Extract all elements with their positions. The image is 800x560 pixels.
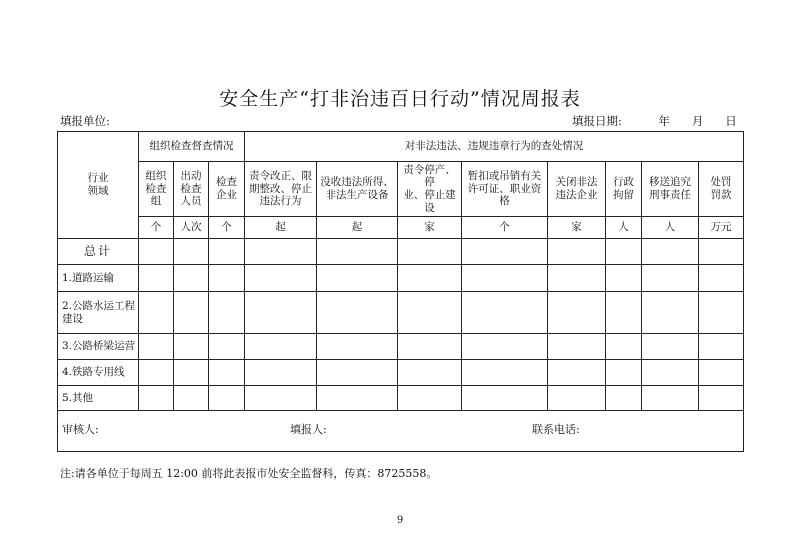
header-group-org: 组织检查督查情况	[139, 132, 245, 162]
data-cell[interactable]	[606, 334, 642, 360]
data-cell[interactable]	[398, 265, 462, 292]
header-col-9: 移送追究 刑事责任	[642, 162, 699, 217]
data-cell[interactable]	[317, 334, 398, 360]
table-row	[58, 239, 744, 265]
data-cell[interactable]	[245, 292, 317, 334]
row-label: 4.铁路专用线	[58, 360, 139, 386]
data-cell[interactable]	[139, 292, 174, 334]
table-row	[58, 292, 744, 334]
footnote: 注:请各单位于每周五 12:00 前将此表报市处安全监督科，传真：8725558。	[60, 467, 438, 480]
table-row	[58, 386, 744, 411]
table-row	[58, 334, 744, 360]
data-cell[interactable]	[462, 360, 548, 386]
row-label: 1.道路运输	[58, 265, 139, 292]
fill-unit-label: 填报单位:	[60, 114, 110, 128]
data-cell[interactable]	[317, 265, 398, 292]
header-row-groups	[58, 132, 744, 162]
data-cell[interactable]	[398, 334, 462, 360]
data-cell[interactable]	[209, 239, 245, 265]
data-cell[interactable]	[209, 386, 245, 411]
data-cell[interactable]	[317, 239, 398, 265]
data-cell[interactable]	[548, 334, 606, 360]
fill-date-label: 填报日期: 年 月 日	[572, 114, 737, 128]
data-cell[interactable]	[462, 239, 548, 265]
table-row	[58, 360, 744, 386]
data-cell[interactable]	[174, 386, 209, 411]
data-cell[interactable]	[398, 360, 462, 386]
data-cell[interactable]	[174, 334, 209, 360]
data-cell[interactable]	[642, 292, 699, 334]
unit-cell-3: 起	[245, 217, 317, 239]
footer-row	[58, 411, 744, 452]
data-cell[interactable]	[462, 334, 548, 360]
data-cell[interactable]	[642, 386, 699, 411]
unit-cell-0: 个	[139, 217, 174, 239]
data-cell[interactable]	[139, 334, 174, 360]
data-cell[interactable]	[548, 386, 606, 411]
phone-label: 联系电话:	[532, 423, 580, 436]
header-col-8: 行政 拘留	[606, 162, 642, 217]
row-label: 2.公路水运工程 建设	[58, 292, 139, 334]
unit-cell-10: 万元	[699, 217, 744, 239]
header-col-10: 处罚 罚款	[699, 162, 744, 217]
data-cell[interactable]	[642, 239, 699, 265]
data-cell[interactable]	[209, 292, 245, 334]
unit-cell-4: 起	[317, 217, 398, 239]
unit-cell-6: 个	[462, 217, 548, 239]
header-col-2: 检查 企业	[209, 162, 245, 217]
report-title: 安全生产“打非治违百日行动”情况周报表	[219, 88, 581, 110]
header-industry: 行业 领域	[58, 132, 139, 239]
page-number: 9	[396, 515, 404, 526]
data-cell[interactable]	[209, 334, 245, 360]
data-cell[interactable]	[245, 239, 317, 265]
data-cell[interactable]	[398, 292, 462, 334]
unit-cell-5: 家	[398, 217, 462, 239]
data-cell[interactable]	[606, 360, 642, 386]
header-row-cols	[58, 162, 744, 217]
data-cell[interactable]	[139, 360, 174, 386]
data-cell[interactable]	[174, 265, 209, 292]
unit-cell-9: 人	[642, 217, 699, 239]
data-cell[interactable]	[245, 360, 317, 386]
row-label: 5.其他	[58, 386, 139, 411]
data-cell[interactable]	[642, 334, 699, 360]
header-col-5: 责令停产、停 业、停止建设	[398, 162, 462, 217]
header-col-0: 组织 检查 组	[139, 162, 174, 217]
header-row-units	[58, 217, 744, 239]
data-cell[interactable]	[245, 386, 317, 411]
data-cell[interactable]	[548, 239, 606, 265]
row-label: 3.公路桥梁运营	[58, 334, 139, 360]
data-cell[interactable]	[317, 360, 398, 386]
header-col-4: 没收违法所得、 非法生产设备	[317, 162, 398, 217]
weekly-report-table	[57, 131, 744, 452]
footer-cell	[58, 411, 744, 452]
reviewer-label: 审核人:	[62, 423, 99, 436]
data-cell[interactable]	[245, 334, 317, 360]
data-cell[interactable]	[209, 265, 245, 292]
unit-cell-8: 人	[606, 217, 642, 239]
table-row	[58, 265, 744, 292]
data-cell[interactable]	[317, 292, 398, 334]
row-label: 总计	[58, 239, 139, 265]
data-cell[interactable]	[699, 386, 744, 411]
data-cell[interactable]	[699, 265, 744, 292]
data-cell[interactable]	[209, 360, 245, 386]
unit-cell-7: 家	[548, 217, 606, 239]
filler-label: 填报人:	[290, 423, 327, 436]
data-cell[interactable]	[606, 265, 642, 292]
unit-cell-1: 人次	[174, 217, 209, 239]
data-cell[interactable]	[139, 386, 174, 411]
data-cell[interactable]	[606, 386, 642, 411]
header-group-illegal: 对非法违法、违规违章行为的查处情况	[245, 132, 744, 162]
data-cell[interactable]	[548, 265, 606, 292]
data-cell[interactable]	[398, 239, 462, 265]
header-col-7: 关闭非法 违法企业	[548, 162, 606, 217]
data-cell[interactable]	[462, 292, 548, 334]
data-cell[interactable]	[174, 239, 209, 265]
data-cell[interactable]	[398, 386, 462, 411]
data-cell[interactable]	[462, 386, 548, 411]
data-cell[interactable]	[699, 239, 744, 265]
data-cell[interactable]	[606, 292, 642, 334]
data-cell[interactable]	[317, 386, 398, 411]
data-cell[interactable]	[174, 292, 209, 334]
unit-cell-2: 个	[209, 217, 245, 239]
data-cell[interactable]	[245, 265, 317, 292]
data-cell[interactable]	[548, 360, 606, 386]
data-cell[interactable]	[642, 265, 699, 292]
data-cell[interactable]	[642, 360, 699, 386]
data-cell[interactable]	[462, 265, 548, 292]
data-cell[interactable]	[699, 334, 744, 360]
data-cell[interactable]	[139, 265, 174, 292]
header-col-3: 责令改正、限 期整改、停止 违法行为	[245, 162, 317, 217]
data-cell[interactable]	[174, 360, 209, 386]
data-cell[interactable]	[606, 239, 642, 265]
data-cell[interactable]	[699, 360, 744, 386]
header-col-1: 出动 检查 人员	[174, 162, 209, 217]
data-cell[interactable]	[548, 292, 606, 334]
data-cell[interactable]	[139, 239, 174, 265]
data-cell[interactable]	[699, 292, 744, 334]
header-col-6: 暂扣或吊销有关 许可证、职业资 格	[462, 162, 548, 217]
